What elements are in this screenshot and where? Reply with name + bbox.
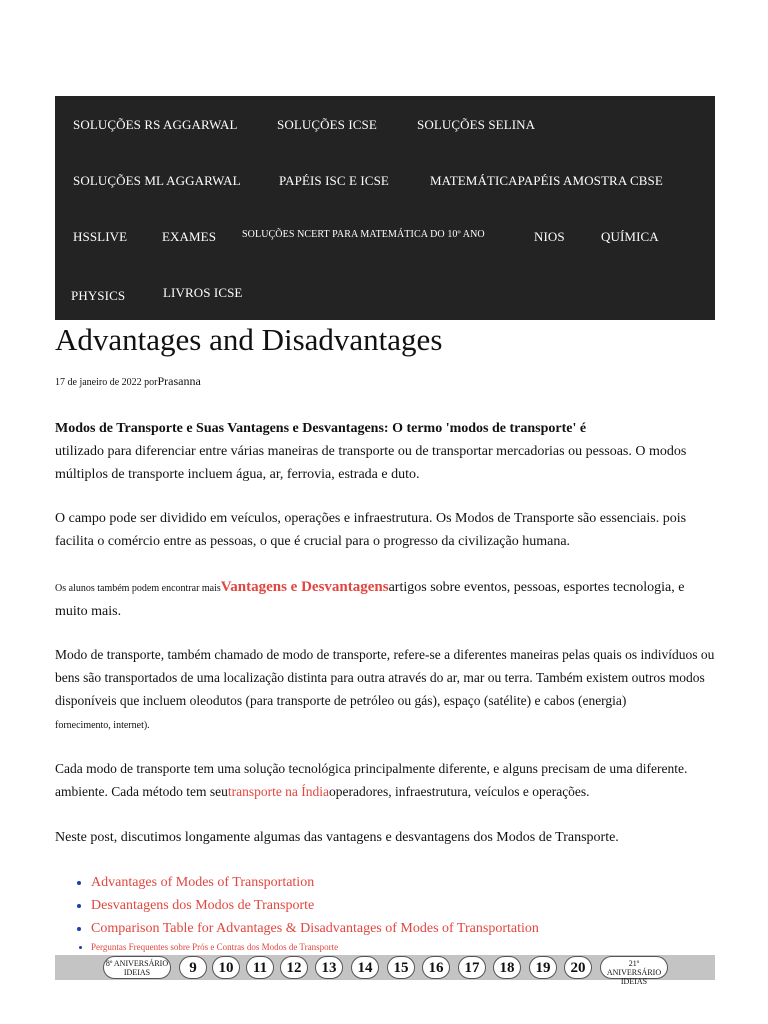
- toc-item: [91, 894, 539, 917]
- technology-text-b: operadores, infraestrutura, veículos e operações.: [329, 784, 590, 799]
- pager-number[interactable]: 12: [280, 956, 308, 979]
- definition-text: Modo de transporte, também chamado de modo de transporte, refere-se a diferentes maneiras pelas quais os indivíduos ou bens são transportados de uma localização distinta para outra através do ar, mar ou terra. Também existem outros modos disponíveis que incluem oleodutos (para transporte de petróleo ou gás), espaço (satélite) e cabos (energia): [55, 647, 715, 708]
- related-paragraph: [55, 576, 715, 623]
- related-rest-text: artigos sobre eventos, pessoas, esportes tecnologia, e muito mais.: [55, 580, 685, 619]
- nav-item-icse-books[interactable]: LIVROS ICSE: [163, 285, 243, 300]
- transport-india-link[interactable]: transporte na Índia: [227, 784, 330, 799]
- pager-first-anniversary[interactable]: [103, 956, 171, 979]
- pager-last-line1: 21º ANIVERSÁRIO: [606, 959, 662, 977]
- nav-item-cbse-sample-papers[interactable]: MATEMÁTICAPAPÉIS AMOSTRA CBSE: [430, 173, 663, 188]
- pager-number[interactable]: 11: [246, 956, 274, 979]
- nav-item-selina[interactable]: SOLUÇÕES SELINA: [417, 117, 536, 132]
- pager-number[interactable]: 17: [458, 956, 486, 979]
- field-paragraph: O campo pode ser dividido em veículos, operações e infraestrutura. Os Modos de Transporte são essenciais. pois facilita o comércio entre as pessoas, o que é crucial para o progresso da civilização humana.: [55, 511, 687, 549]
- definition-small-text: fornecimento, internet).: [55, 720, 150, 731]
- related-advantages-link[interactable]: Vantagens e Desvantagens: [220, 579, 389, 595]
- nav-item-ml-aggarwal[interactable]: SOLUÇÕES ML AGGARWAL: [73, 173, 241, 188]
- nav-item-isc-icse-papers[interactable]: PAPÉIS ISC E ICSE: [279, 173, 389, 188]
- article-meta: [55, 374, 201, 389]
- pager-number[interactable]: 16: [422, 956, 450, 979]
- intro-paragraph: [55, 417, 715, 486]
- anniversary-pager: [55, 955, 715, 986]
- nav-item-nios[interactable]: NIOS: [534, 229, 565, 244]
- pager-number[interactable]: 10: [212, 956, 240, 979]
- intro-text: utilizado para diferenciar entre várias maneiras de transporte ou de transportar mercadorias ou pessoas. O modos múltiplos de transporte incluem água, ar, ferrovia, estrada e duto.: [55, 444, 687, 482]
- toc-item: [91, 940, 539, 954]
- pager-number[interactable]: 18: [493, 956, 521, 979]
- nav-item-rs-aggarwal[interactable]: SOLUÇÕES RS AGGARWAL: [73, 117, 238, 132]
- toc-comparison-link[interactable]: Comparison Table for Advantages & Disadvantages of Modes of Transportation: [91, 921, 539, 936]
- pager-last-line2: IDEIAS: [620, 977, 648, 986]
- nav-item-chemistry[interactable]: QUÍMICA: [601, 229, 659, 244]
- toc-faq-link[interactable]: Perguntas Frequentes sobre Prós e Contras dos Modos de Transporte: [91, 942, 339, 952]
- main-nav-menu: [55, 96, 715, 320]
- definition-paragraph: [55, 643, 715, 737]
- pager-first-line1: 8º ANIVERSÁRIO: [105, 959, 169, 968]
- author-link[interactable]: Prasanna: [157, 374, 201, 388]
- pager-number[interactable]: 9: [179, 956, 207, 979]
- pager-last-anniversary[interactable]: [600, 956, 668, 986]
- post-date: 17 de janeiro de 2022 por: [55, 377, 158, 388]
- toc-item: [91, 917, 539, 940]
- nav-item-physics[interactable]: PHYSICS: [71, 288, 126, 303]
- table-of-contents: [55, 871, 539, 954]
- technology-text-a: Cada modo de transporte tem uma solução tecnológica principalmente diferente, e alguns precisam de uma diferente. ambiente. Cada método tem seu: [55, 761, 688, 799]
- nav-item-icse-solutions[interactable]: SOLUÇÕES ICSE: [277, 117, 377, 132]
- pager-number[interactable]: 13: [315, 956, 343, 979]
- nav-item-hsslive[interactable]: HSSLIVE: [73, 229, 128, 244]
- pager-number[interactable]: 20: [564, 956, 592, 979]
- toc-item: [91, 871, 539, 894]
- pager-number[interactable]: 19: [529, 956, 557, 979]
- discussion-paragraph: Neste post, discutimos longamente algumas das vantagens e desvantagens dos Modos de Transporte.: [55, 830, 619, 845]
- related-intro-text: Os alunos também podem encontrar mais: [55, 583, 221, 594]
- toc-advantages-link[interactable]: Advantages of Modes of Transportation: [91, 875, 315, 890]
- nav-item-ncert-class10[interactable]: SOLUÇÕES NCERT PARA MATEMÁTICA DO 10º ANO: [242, 229, 485, 240]
- technology-paragraph: [55, 757, 715, 803]
- toc-disadvantages-link[interactable]: Desvantagens dos Modos de Transporte: [91, 898, 315, 913]
- pager-number[interactable]: 15: [387, 956, 415, 979]
- article-title: Advantages and Disadvantages: [55, 322, 443, 357]
- intro-bold-text: Modos de Transporte e Suas Vantagens e Desvantagens: O termo 'modos de transporte' é: [55, 421, 587, 436]
- pager-number[interactable]: 14: [351, 956, 379, 979]
- nav-item-exams[interactable]: EXAMES: [162, 229, 217, 244]
- pager-first-line2: IDEIAS: [123, 968, 151, 977]
